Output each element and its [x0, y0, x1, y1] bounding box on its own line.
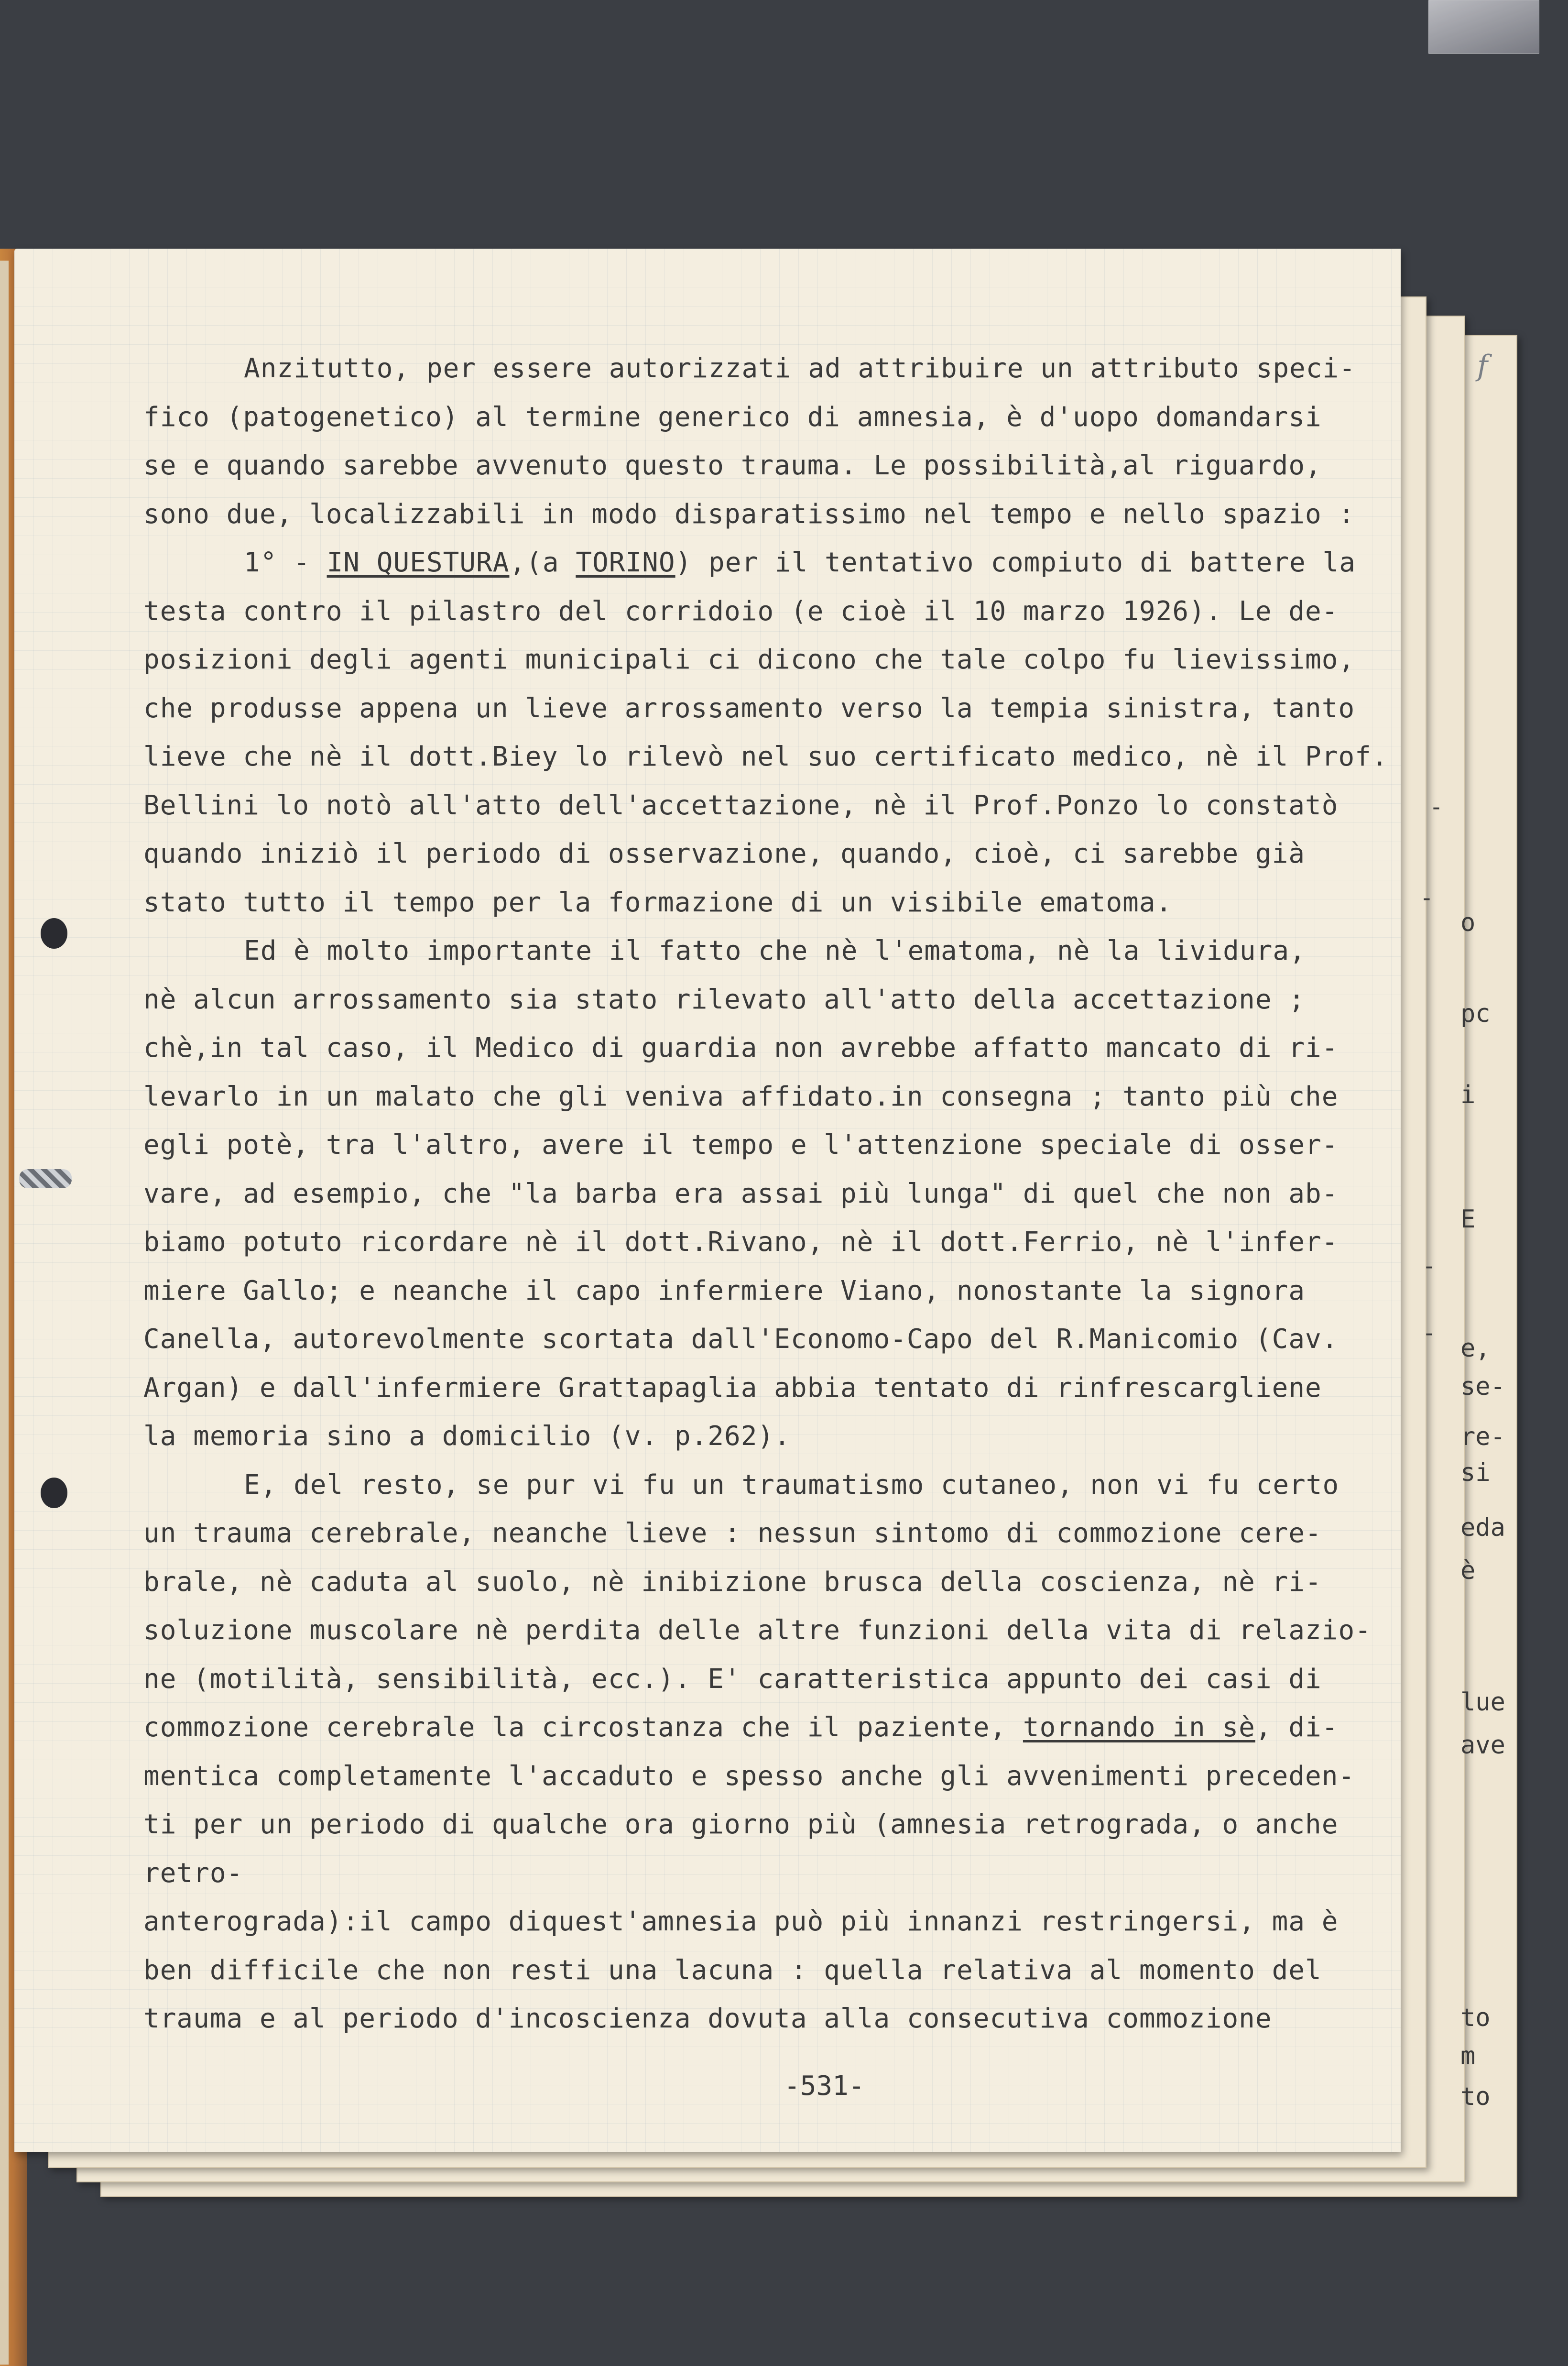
text-line: trauma e al periodo d'incoscienza dovuta alla consecutiva commozione [143, 2003, 1272, 2034]
text-line: un trauma cerebrale, neanche lieve : nessun sintomo di commozione cere- [143, 1518, 1322, 1549]
text-line: brale, nè caduta al suolo, nè inibizione brusca della coscienza, nè ri- [143, 1566, 1322, 1598]
text-line: Canella, autorevolmente scortata dall'Economo-Capo del R.Manicomio (Cav. [143, 1324, 1339, 1355]
text-line: sono due, localizzabili in modo disparatissimo nel tempo e nello spazio : [143, 498, 1355, 530]
edge-fragment: eda [1460, 1513, 1505, 1542]
text-line: biamo potuto ricordare nè il dott.Rivano, nè il dott.Ferrio, nè l'infer- [143, 1227, 1339, 1258]
text-line: quando iniziò il periodo di osservazione, quando, cioè, ci sarebbe già [143, 838, 1306, 869]
text-line: lieve che nè il dott.Biey lo rilevò nel suo certificato medico, nè il Prof. [143, 741, 1388, 772]
point-separator: ,(a [509, 547, 576, 578]
text-line: E, del resto, se pur vi fu un traumatismo cutaneo, non vi fu certo [244, 1469, 1339, 1501]
point-rest: ) per il tentativo compiuto di battere la [675, 547, 1356, 578]
text-line: testa contro il pilastro del corridoio (e cioè il 10 marzo 1926). Le de- [143, 595, 1339, 627]
edge-fragment: e, [1460, 1334, 1491, 1363]
binder-coil [19, 1169, 72, 1188]
text-line: Argan) e dall'infermiere Grattapaglia abbia tentato di rinfrescargliene [143, 1372, 1322, 1403]
text-line: chè,in tal caso, il Medico di guardia non avrebbe affatto mancato di ri- [143, 1032, 1339, 1063]
text-line: ti per un periodo di qualche ora giorno più (amnesia retrograda, o anche retro- [143, 1809, 1339, 1889]
text-line: Ed è molto importante il fatto che nè l'ematoma, nè la lividura, [244, 935, 1306, 966]
edge-fragment: o [1460, 909, 1476, 937]
edge-fragment: se- [1460, 1372, 1505, 1401]
binder-cover [0, 261, 9, 2365]
text-line: se e quando sarebbe avvenuto questo trauma. Le possibilità,al riguardo, [143, 450, 1322, 481]
typed-text-block [143, 344, 1415, 2043]
page-number: -531- [784, 2070, 865, 2102]
edge-fragment: E [1460, 1205, 1476, 1234]
point-number: 1° - [244, 547, 327, 578]
text-line: anterograda):il campo diquest'amnesia può più innanzi restringersi, ma è [143, 1906, 1339, 1937]
margin-dash: - [1429, 794, 1443, 821]
margin-dash: - [1420, 885, 1434, 911]
text-line: la memoria sino a domicilio (v. p.262). [143, 1421, 791, 1452]
point-heading: IN QUESTURA [327, 547, 510, 578]
text-line: ne (motilità, sensibilità, ecc.). E' caratteristica appunto dei casi di [143, 1663, 1322, 1695]
text-line: levarlo in un malato che gli veniva affidato.in consegna ; tanto più che [143, 1081, 1339, 1112]
text-segment: commozione cerebrale la circostanza che il paziente, [143, 1712, 1023, 1743]
edge-fragment: ave [1460, 1731, 1505, 1760]
edge-fragment: m [1460, 2042, 1476, 2070]
punch-hole [41, 1478, 67, 1508]
punch-hole [41, 918, 67, 949]
text-line: che produsse appena un lieve arrossamento verso la tempia sinistra, tanto [143, 692, 1355, 724]
text-line: egli potè, tra l'altro, avere il tempo e l'attenzione speciale di osser- [143, 1129, 1339, 1161]
text-line: miere Gallo; e neanche il capo infermiere Viano, nonostante la signora [143, 1275, 1306, 1306]
text-line: soluzione muscolare nè perdita delle altre funzioni della vita di relazio- [143, 1615, 1372, 1646]
text-segment: , di- [1255, 1712, 1339, 1743]
text-line: fico (patogenetico) al termine generico di amnesia, è d'uopo domandarsi [143, 401, 1322, 433]
text-line: ben difficile che non resti una lacuna : quella relativa al momento del [143, 1954, 1322, 1986]
edge-fragment: to [1460, 2082, 1491, 2111]
edge-fragment: è [1460, 1556, 1476, 1585]
text-line: mentica completamente l'accaduto e spesso anche gli avvenimenti preceden- [143, 1760, 1355, 1792]
edge-fragment: pc [1460, 999, 1491, 1028]
edge-fragment: re- [1460, 1423, 1505, 1451]
margin-dash: - [1422, 1253, 1436, 1280]
edge-fragment: lue [1460, 1688, 1505, 1717]
text-line: stato tutto il tempo per la formazione di un visibile ematoma. [143, 887, 1173, 918]
tape-piece [1428, 0, 1539, 54]
edge-fragment: i [1460, 1081, 1476, 1109]
edge-fragment: to [1460, 2004, 1491, 2032]
text-line: nè alcun arrossamento sia stato rilevato all'atto della accettazione ; [143, 984, 1306, 1015]
text-line: posizioni degli agenti municipali ci dicono che tale colpo fu lievissimo, [143, 644, 1355, 675]
point-place: TORINO [576, 547, 675, 578]
margin-dash: - [1422, 1320, 1436, 1347]
point-heading-line [143, 538, 1415, 587]
pencil-margin-mark: f [1477, 349, 1488, 383]
text-line: Anzitutto, per essere autorizzati ad attribuire un attributo speci- [244, 353, 1356, 384]
edge-fragment: si [1460, 1458, 1491, 1487]
text-line: vare, ad esempio, che "la barba era assai più lunga" di quel che non ab- [143, 1178, 1339, 1209]
text-line [143, 1703, 1415, 1752]
text-line: Bellini lo notò all'atto dell'accettazione, nè il Prof.Ponzo lo constatò [143, 789, 1339, 821]
underlined-phrase: tornando in sè [1023, 1712, 1255, 1743]
